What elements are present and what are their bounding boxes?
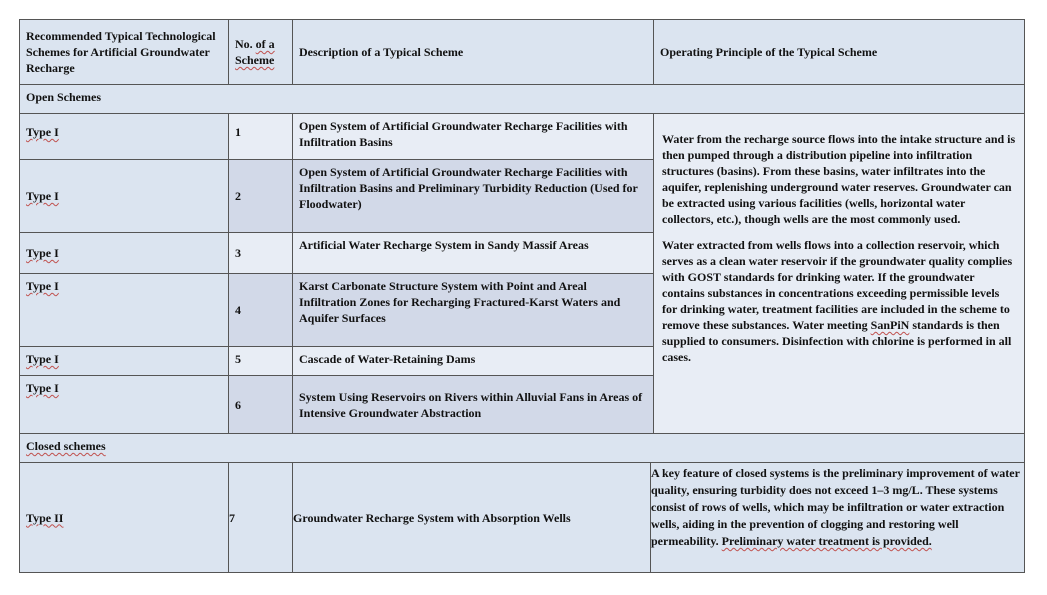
header-description-text: Description of a Typical Scheme [299, 45, 464, 59]
table-row-2-description: Open System of Artificial Groundwater Recharge Facilities with Infiltration Basins and Preliminary Turbidity Reduction (Used for Floodwater) [292, 159, 654, 233]
table-row-5-type: Type I [19, 346, 229, 376]
header-operating-principle-text: Operating Principle of the Typical Scheme [660, 45, 878, 59]
table-row-7-number: 7 [228, 462, 293, 573]
table-row-4-type: Type I [19, 273, 229, 347]
closed-schemes-section-title: Closed schemes [19, 433, 1025, 463]
table-row-1-description: Open System of Artificial Groundwater Recharge Facilities with Infiltration Basins [292, 113, 654, 160]
table-row-3-number: 3 [228, 232, 293, 274]
table-row-3-type: Type I [19, 232, 229, 274]
table-row-1-number: 1 [228, 113, 293, 160]
principle-paragraph-2: Water extracted from wells flows into a collection reservoir, which serves as a clean water reservoir if the groundwater quality complies with GOST standards for drinking water. If the groundwater contains substances in concentrations exceeding permissible levels for drinking water, treatment facilities are included in the scheme to remove these substances. Water meeting SanPiN standards is then supplied to consumers. Disinfection with chlorine is performed in all cases. [662, 238, 1013, 364]
table-row-7-operating-principle: A key feature of closed systems is the preliminary improvement of water quality, ensuring turbidity does not exceed 1–3 mg/L. These systems consist of rows of wells, which may be infiltration or water extraction wells, aiding in the prevention of clogging and restoring well permeability. Preliminary water treatment is provided. [650, 462, 1025, 573]
header-description [292, 19, 654, 85]
principle-paragraph-1: Water from the recharge source flows into the intake structure and is then pumped through a distribution pipeline into infiltration structures (basins). From these basins, water infiltrates into the aquifer, replenishing underground water reserves. Groundwater can be extracted using various facilities (wells, horizontal water collectors, etc.), though wells are the most commonly used. [662, 132, 1016, 226]
header-scheme-number [228, 19, 293, 85]
header-operating-principle [653, 19, 1025, 85]
table-row-4-description: Karst Carbonate Structure System with Point and Areal Infiltration Zones for Recharging Fractured-Karst Waters and Aquifer Surfaces [292, 273, 654, 347]
table-row-7-type: Type II [19, 462, 229, 573]
table-row-1-type: Type I [19, 113, 229, 160]
table-row-4-number: 4 [228, 273, 293, 347]
header-scheme-number-text: No. of a Scheme [235, 37, 275, 67]
table-row-6-description: System Using Reservoirs on Rivers within Alluvial Fans in Areas of Intensive Groundwater Abstraction [292, 375, 654, 434]
header-scheme-type-text: Recommended Typical Technological Schemes for Artificial Groundwater Recharge [26, 29, 216, 75]
open-schemes-operating-principle [653, 113, 1025, 434]
open-schemes-section-title: Open Schemes [19, 84, 1025, 114]
table-row-2-type: Type I [19, 159, 229, 233]
table-row-5-number: 5 [228, 346, 293, 376]
table-row-5-description: Cascade of Water-Retaining Dams [292, 346, 654, 376]
header-scheme-type [19, 19, 229, 85]
table-row-2-number: 2 [228, 159, 293, 233]
table-row-3-description: Artificial Water Recharge System in Sandy Massif Areas [292, 232, 654, 274]
table-row-7-description: Groundwater Recharge System with Absorption Wells [292, 462, 651, 573]
table-row-6-number: 6 [228, 375, 293, 434]
table-row-6-type: Type I [19, 375, 229, 434]
